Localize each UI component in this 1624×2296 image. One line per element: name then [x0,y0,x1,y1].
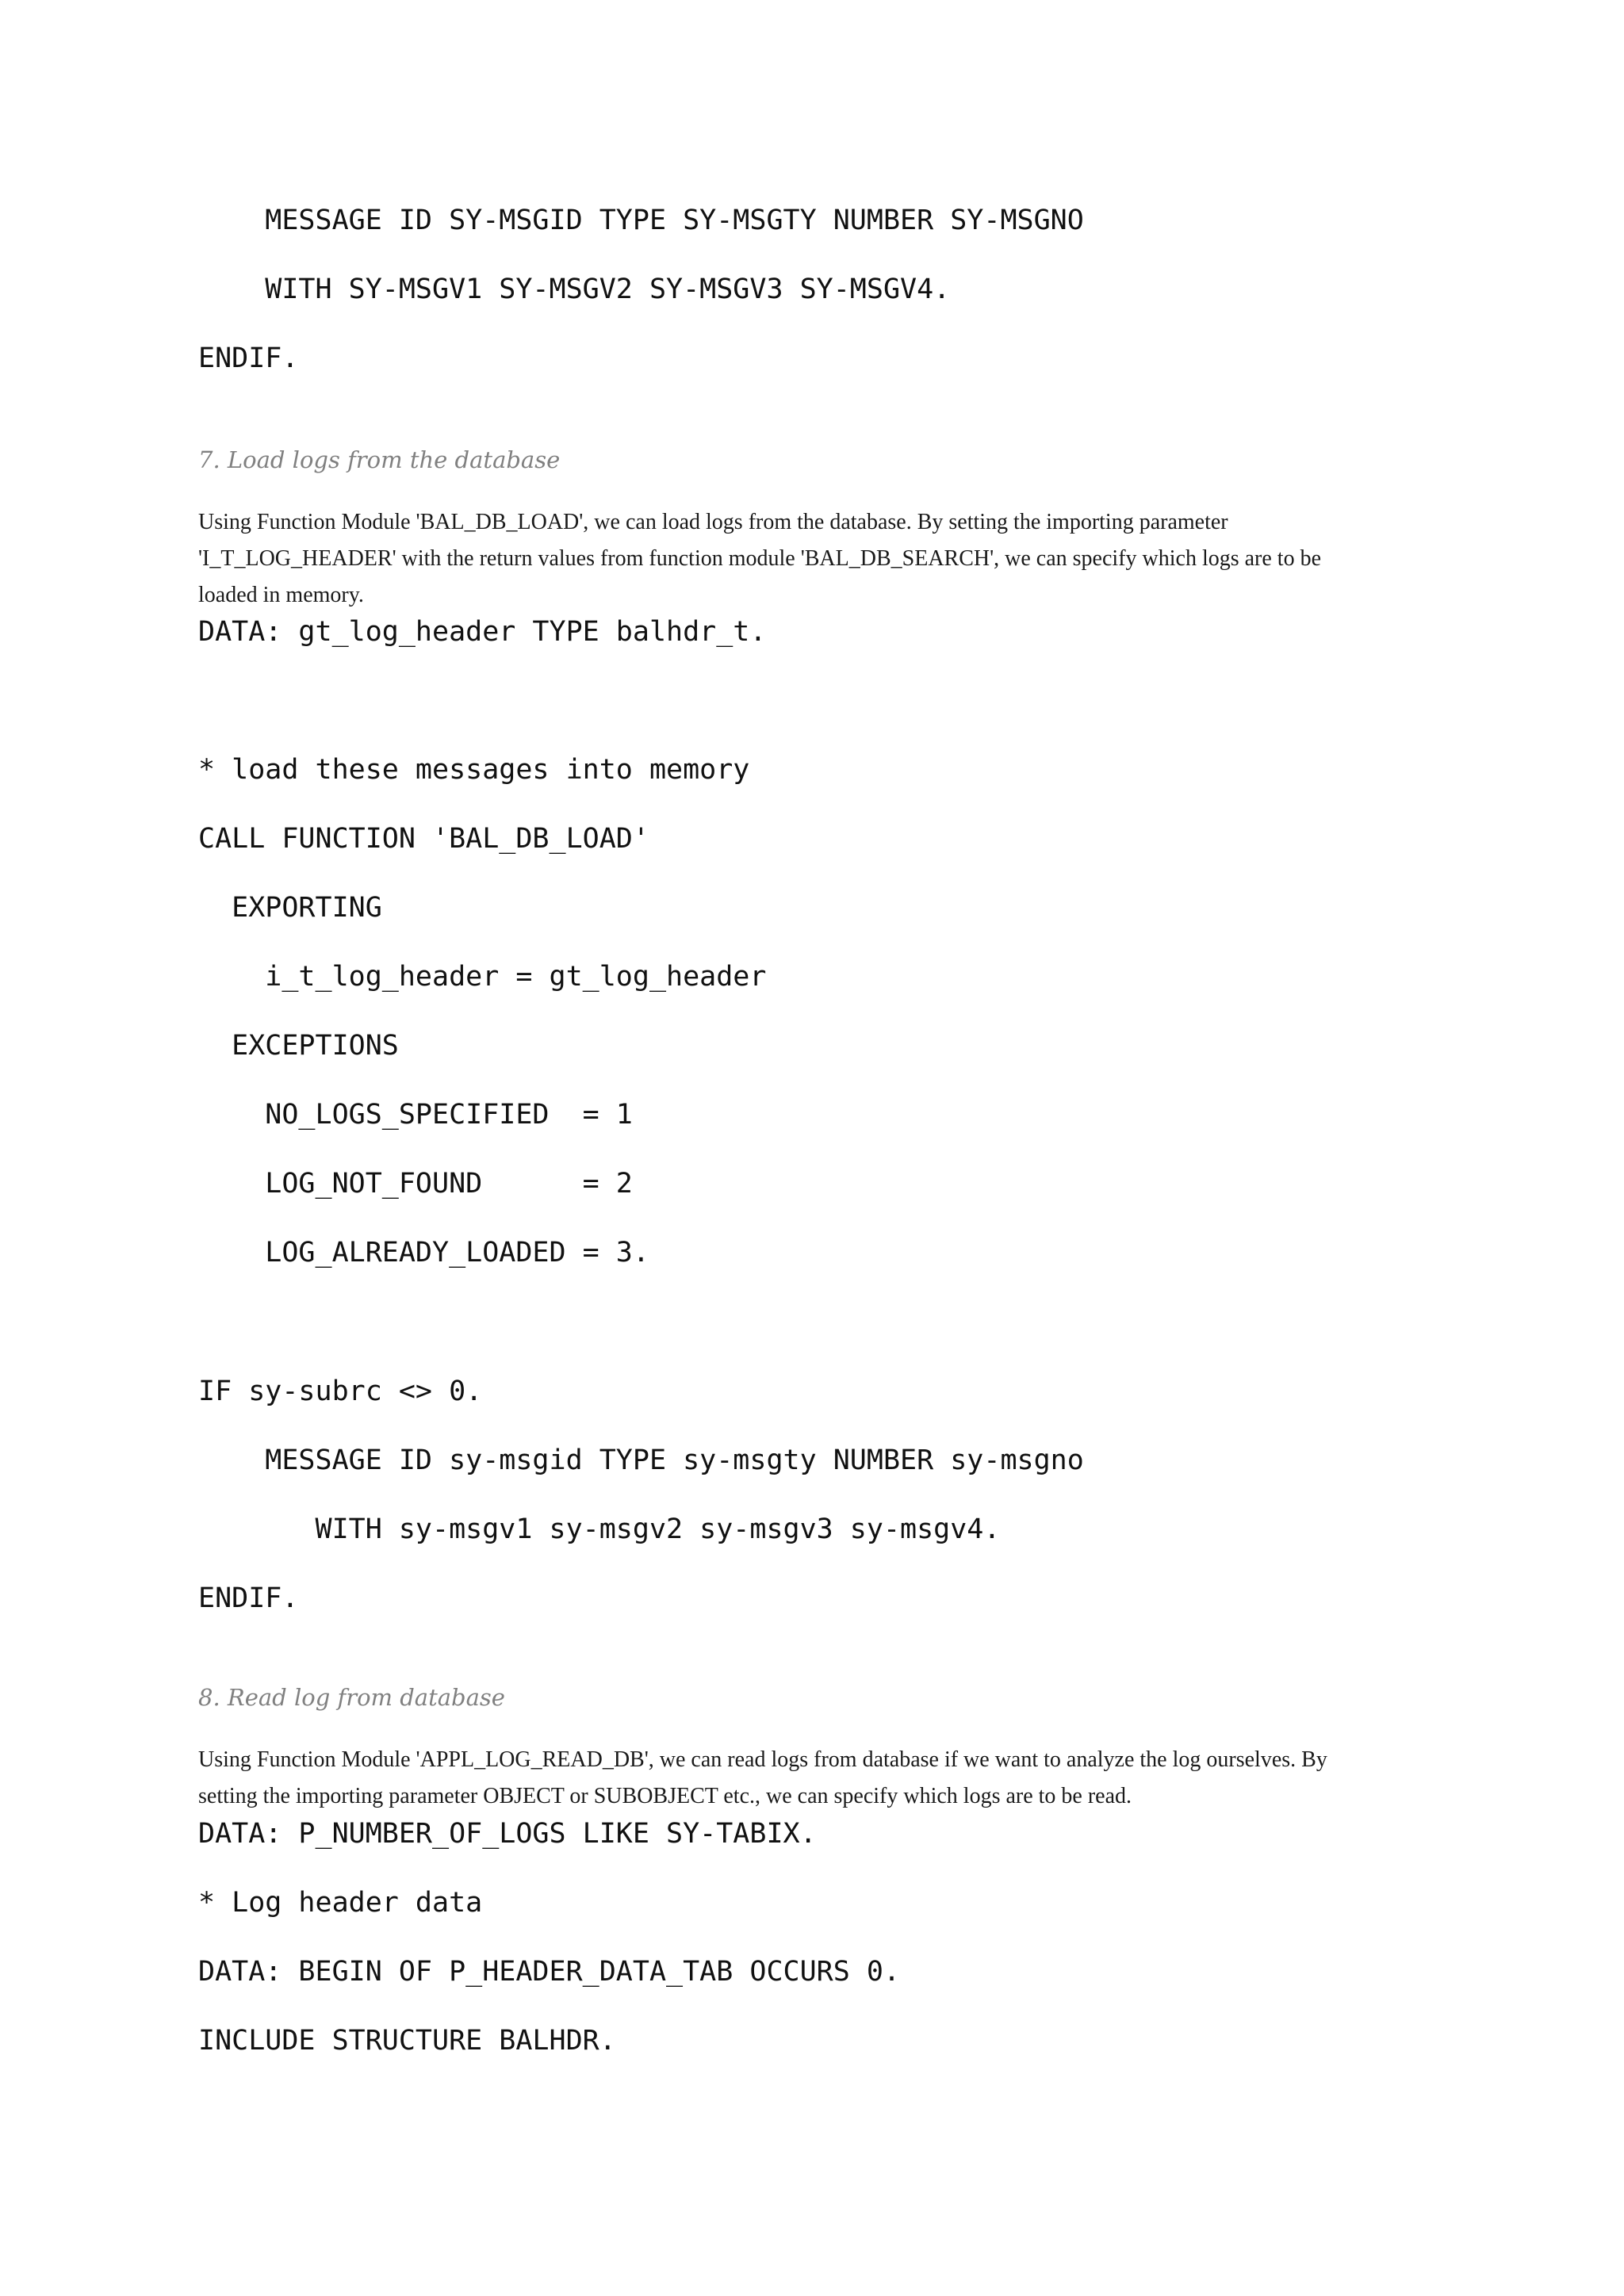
section-7-paragraph [198,504,1396,614]
code-line: LOG_NOT_FOUND = 2 [198,1168,633,1200]
code-line: EXCEPTIONS [198,1030,399,1062]
code-line: ENDIF. [198,342,299,374]
paragraph-line: Using Function Module 'APPL_LOG_READ_DB', we can read logs from database if we want to analyze the log ourselves. By [198,1747,1327,1772]
code-line: EXPORTING [198,892,382,924]
code-line: i_t_log_header = gt_log_header [198,961,767,993]
code-line: * load these messages into memory [198,754,750,786]
code-line: INCLUDE STRUCTURE BALHDR. [198,2025,616,2057]
paragraph-line: Using Function Module 'BAL_DB_LOAD', we can load logs from the database. By setting the importing parameter [198,510,1228,534]
code-line: DATA: BEGIN OF P_HEADER_DATA_TAB OCCURS 0. [198,1956,901,1988]
code-line: LOG_ALREADY_LOADED = 3. [198,1237,649,1269]
code-line: MESSAGE ID SY-MSGID TYPE SY-MSGTY NUMBER SY-MSGNO [198,205,1084,236]
code-line: MESSAGE ID sy-msgid TYPE sy-msgty NUMBER sy-msgno [198,1445,1084,1476]
code-line: * Log header data [198,1887,483,1919]
code-line: CALL FUNCTION 'BAL_DB_LOAD' [198,823,649,855]
code-line: DATA: P_NUMBER_OF_LOGS LIKE SY-TABIX. [198,1818,817,1850]
code-line: DATA: gt_log_header TYPE balhdr_t. [198,616,767,648]
code-line: WITH sy-msgv1 sy-msgv2 sy-msgv3 sy-msgv4. [198,1513,1001,1545]
code-line: WITH SY-MSGV1 SY-MSGV2 SY-MSGV3 SY-MSGV4. [198,274,951,305]
paragraph-line: loaded in memory. [198,583,364,607]
section-8-paragraph [198,1742,1396,1815]
paragraph-line: setting the importing parameter OBJECT or SUBOBJECT etc., we can specify which logs are to be read. [198,1784,1132,1808]
code-line: ENDIF. [198,1582,299,1614]
code-line: IF sy-subrc <> 0. [198,1376,483,1407]
code-line: NO_LOGS_SPECIFIED = 1 [198,1099,633,1131]
paragraph-line: 'I_T_LOG_HEADER' with the return values from function module 'BAL_DB_SEARCH', we can specify which logs are to be [198,546,1322,571]
section-7-heading: 7. Load logs from the database [198,446,561,473]
section-8-heading: 8. Read log from database [198,1684,505,1711]
